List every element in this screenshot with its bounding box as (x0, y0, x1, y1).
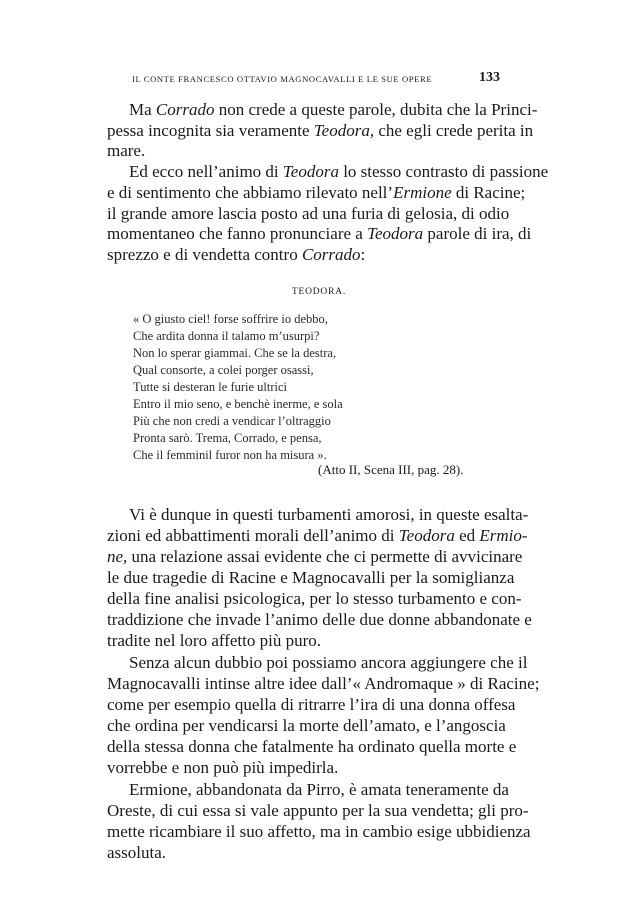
body-line: della fine analisi psicologica, per lo stesso turbamento e con- (107, 589, 522, 608)
running-head: IL CONTE FRANCESCO OTTAVIO MAGNOCAVALLI E LE SUE OPERE (132, 74, 433, 84)
body-line: sprezzo e di vendetta contro Corrado: (107, 245, 366, 264)
body-line: Oreste, di cui essa si vale appunto per la sua vendetta; gli pro- (107, 801, 529, 820)
body-line: ne, una relazione assai evidente che ci permette di avvicinare (107, 547, 523, 566)
body-line: della stessa donna che fatalmente ha ordinato quella morte e (107, 737, 517, 756)
body-line: Ed ecco nell’animo di Teodora lo stesso contrasto di passione (129, 162, 549, 181)
body-line: Magnocavalli intinse altre idee dall’« Andromaque » di Racine; (107, 674, 540, 693)
body-line: che ordina per vendicarsi la morte dell’amato, e l’angoscia (107, 716, 506, 735)
body-line: mette ricambiare il suo affetto, ma in cambio esige ubbidienza (107, 822, 531, 841)
body-line: Ermione, abbandonata da Pirro, è amata teneramente da (129, 780, 509, 799)
italic-text: Ermio- (479, 526, 528, 545)
italic-text: Corrado (301, 245, 361, 264)
body-line: Ma Corrado non crede a queste parole, dubita che la Princi- (129, 100, 538, 119)
italic-text: ne, (107, 547, 128, 566)
body-line: momentaneo che fanno pronunciare a Teodora parole di ira, di (107, 224, 532, 243)
body-line: e di sentimento che abbiamo rilevato nell’Ermione di Racine; (107, 183, 526, 202)
quote-citation: (Atto II, Scena III, pag. 28). (318, 462, 464, 477)
italic-text: Ermione (393, 183, 452, 202)
italic-text: Teodora (398, 526, 455, 545)
verse-line: Pronta sarò. Trema, Corrado, e pensa, (133, 431, 322, 445)
body-line: tradite nel loro affetto più puro. (107, 631, 322, 650)
quote-speaker: TEODORA. (291, 287, 347, 297)
italic-text: Teodora (282, 162, 339, 181)
body-line: vorrebbe e non può più impedirla. (107, 758, 339, 777)
verse-line: Qual consorte, a colei porger osassi, (133, 363, 314, 377)
verse-line: Tutte si desteran le furie ultrici (133, 380, 288, 394)
body-line: Senza alcun dubbio poi possiamo ancora aggiungere che il (129, 653, 528, 672)
verse-line: « O giusto ciel! forse soffrire io debbo, (133, 312, 328, 326)
italic-text: Teodora (367, 224, 424, 243)
body-line: pessa incognita sia veramente Teodora, che egli crede perita in (107, 121, 534, 140)
verse-line: Più che non credi a vendicar l’oltraggio (133, 414, 331, 428)
body-line: mare. (107, 141, 146, 160)
body-line: zioni ed abbattimenti morali dell’animo di Teodora ed Ermio- (107, 526, 528, 545)
italic-text: Teodora, (313, 121, 375, 140)
body-line: il grande amore lascia posto ad una furia di gelosia, di odio (107, 204, 510, 223)
verse-line: Che ardita donna il talamo m’usurpi? (133, 329, 320, 343)
body-line: le due tragedie di Racine e Magnocavalli per la somiglianza (107, 568, 515, 587)
verse-line: Che il femminil furor non ha misura ». (133, 448, 327, 462)
body-line: Vi è dunque in questi turbamenti amorosi, in queste esalta- (129, 505, 529, 524)
body-line: assoluta. (107, 843, 167, 862)
page-number: 133 (479, 70, 500, 85)
body-line: traddizione che invade l’animo delle due donne abbandonate e (107, 610, 532, 629)
italic-text: Corrado (155, 100, 215, 119)
verse-line: Non lo sperar giammai. Che se la destra, (133, 346, 337, 360)
verse-line: Entro il mio seno, e benchè inerme, e sola (133, 397, 343, 411)
body-line: come per esempio quella di ritrarre l’ira di una donna offesa (107, 695, 516, 714)
